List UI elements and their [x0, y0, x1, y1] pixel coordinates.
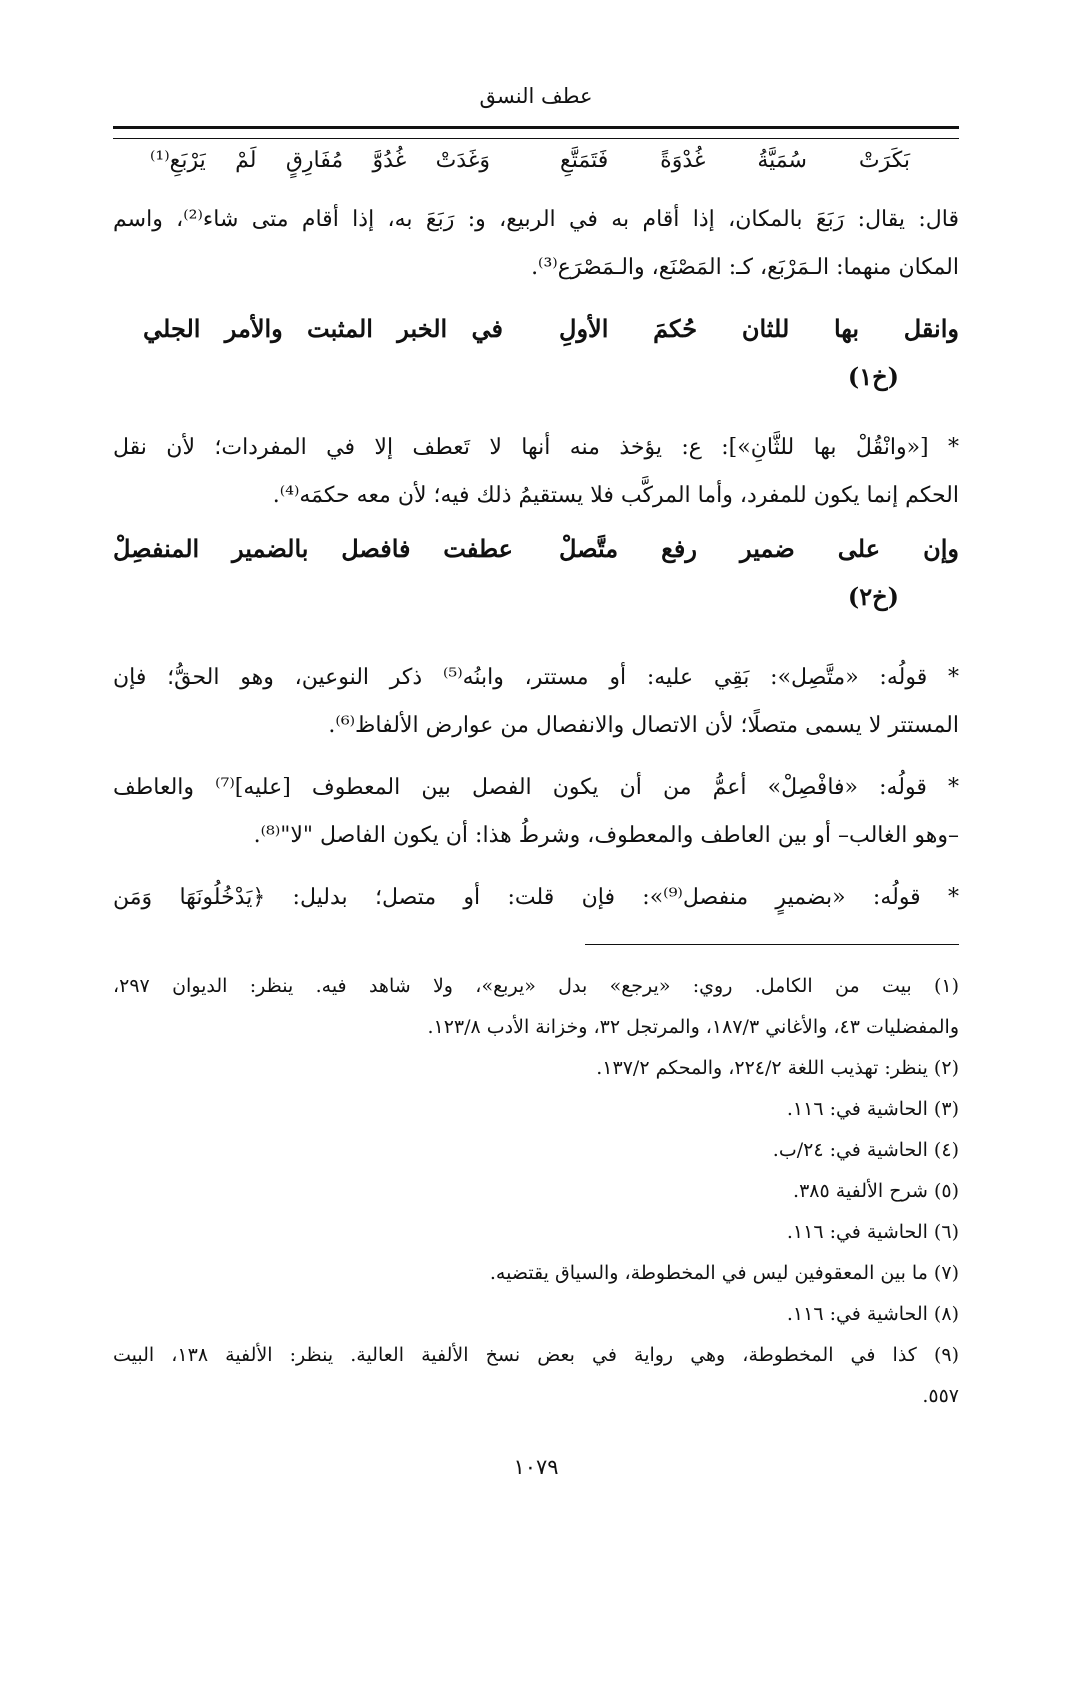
- poem-first-hemistich: وانقل بها للثان حُكمَ الأولِ: [559, 314, 959, 343]
- poem-first-hemistich: وإن على ضمير رفع متَّصلْ: [559, 534, 959, 563]
- header-rule-thin: [113, 138, 959, 139]
- paragraph-line: المكان منهما: الـمَرْبَع، كـ: المَصْنَع، والـمَصْرَع⁽³⁾.: [531, 255, 959, 280]
- footnote-line: والمفضليات ٤٣، والأغاني ١٨٧/٣، والمرتجل ٣٢، وخزانة الأدب ١٢٣/٨.: [427, 1016, 959, 1038]
- footnote-line: (٩) كذا في المخطوطة، وهي رواية في بعض نسخ الألفية العالية. ينظر: الألفية ١٣٨، البيت: [113, 1344, 959, 1366]
- paragraph-4: [113, 764, 959, 860]
- verse-first-hemistich: بَكَرَتْ سُمَيَّةُ غُدْوَةً فَتَمَتَّعِ: [560, 148, 910, 173]
- paragraph-line: –وهو الغالب– أو بين العاطف والمعطوف، وشرطُ هذا: أن يكون الفاصل "لا"⁽⁸⁾.: [253, 823, 959, 848]
- footnote-line: ٥٥٧.: [922, 1385, 959, 1407]
- header-rule-thick: [113, 126, 959, 129]
- verse-code: (خ١): [847, 362, 899, 391]
- footnote-line: (٤) الحاشية في: ٢٤/ب.: [772, 1139, 959, 1161]
- paragraph-line: * [«وانْقُلْ بها للثَّانِ»]: ع: يؤخذ منه أنها لا تَعطف إلا في المفردات؛ لأن نقل: [113, 435, 959, 460]
- paragraph-2: [113, 424, 959, 520]
- paragraph-5: [113, 874, 959, 922]
- footnote-line: (١) بيت من الكامل. روي: «يرجع» بدل «يربع»، ولا شاهد فيه. ينظر: الديوان ٢٩٧،: [113, 975, 959, 997]
- footnote-line: (٥) شرح الألفية ٣٨٥.: [793, 1180, 959, 1202]
- footnotes: [113, 966, 959, 1417]
- poem-verse-1: [113, 314, 959, 410]
- footnote-line: (٨) الحاشية في: ١١٦.: [786, 1303, 959, 1325]
- page-number: ١٠٧٩: [513, 1455, 559, 1479]
- running-head: عطف النسق: [479, 84, 593, 108]
- poem-second-hemistich: في الخبر المثبت والأمر الجلي: [143, 314, 503, 343]
- footnote-line: (٧) ما بين المعقوفين ليس في المخطوطة، والسياق يقتضيه.: [489, 1262, 959, 1284]
- poem-second-hemistich: عطفت فافصل بالضمير المنفصِلْ: [113, 534, 513, 563]
- paragraph-line: * قولُه: «بضميرٍ منفصل⁽⁹⁾»: فإن قلت: أو متصل؛ بدليل: ﴿يَدْخُلُونَهَا وَمَن: [113, 885, 960, 910]
- verse-second-hemistich: وَغَدَتْ غُدُوَّ مُفَارِقٍ لَمْ يَرْبَعِ⁽¹⁾: [150, 148, 490, 173]
- footnote-separator: [585, 944, 959, 945]
- poetry-verse: [150, 148, 910, 188]
- paragraph-1: [113, 196, 959, 292]
- footnote-line: (٦) الحاشية في: ١١٦.: [786, 1221, 959, 1243]
- paragraph-line: الحكم إنما يكون للمفرد، وأما المركَّب فلا يستقيمُ ذلك فيه؛ لأن معه حكمَه⁽⁴⁾.: [272, 483, 959, 508]
- paragraph-line: * قولُه: «فافْصِلْ» أعمُّ من أن يكون الفصل بين المعطوف [عليه]⁽⁷⁾ والعاطف: [113, 775, 959, 800]
- paragraph-line: * قولُه: «متَّصِل»: بَقِي عليه: أو مستتر، وابنُه⁽⁵⁾ ذكر النوعين، وهو الحقُّ؛ فإن: [113, 665, 959, 690]
- paragraph-line: المستتر لا يسمى متصلًا؛ لأن الاتصال والانفصال من عوارض الألفاظ⁽⁶⁾.: [328, 713, 959, 738]
- footnote-line: (٣) الحاشية في: ١١٦.: [786, 1098, 959, 1120]
- paragraph-3: [113, 654, 959, 750]
- poem-verse-2: [113, 534, 959, 630]
- verse-code: (خ٢): [847, 582, 899, 611]
- paragraph-line: قال: يقال: رَبَعَ بالمكان، إذا أقام به في الربيع، و: رَبَعَ به، إذا أقام متى شاء⁽²⁾، واسم: [113, 207, 959, 232]
- footnote-line: (٢) ينظر: تهذيب اللغة ٢٢٤/٢، والمحكم ١٣٧/٢.: [596, 1057, 959, 1079]
